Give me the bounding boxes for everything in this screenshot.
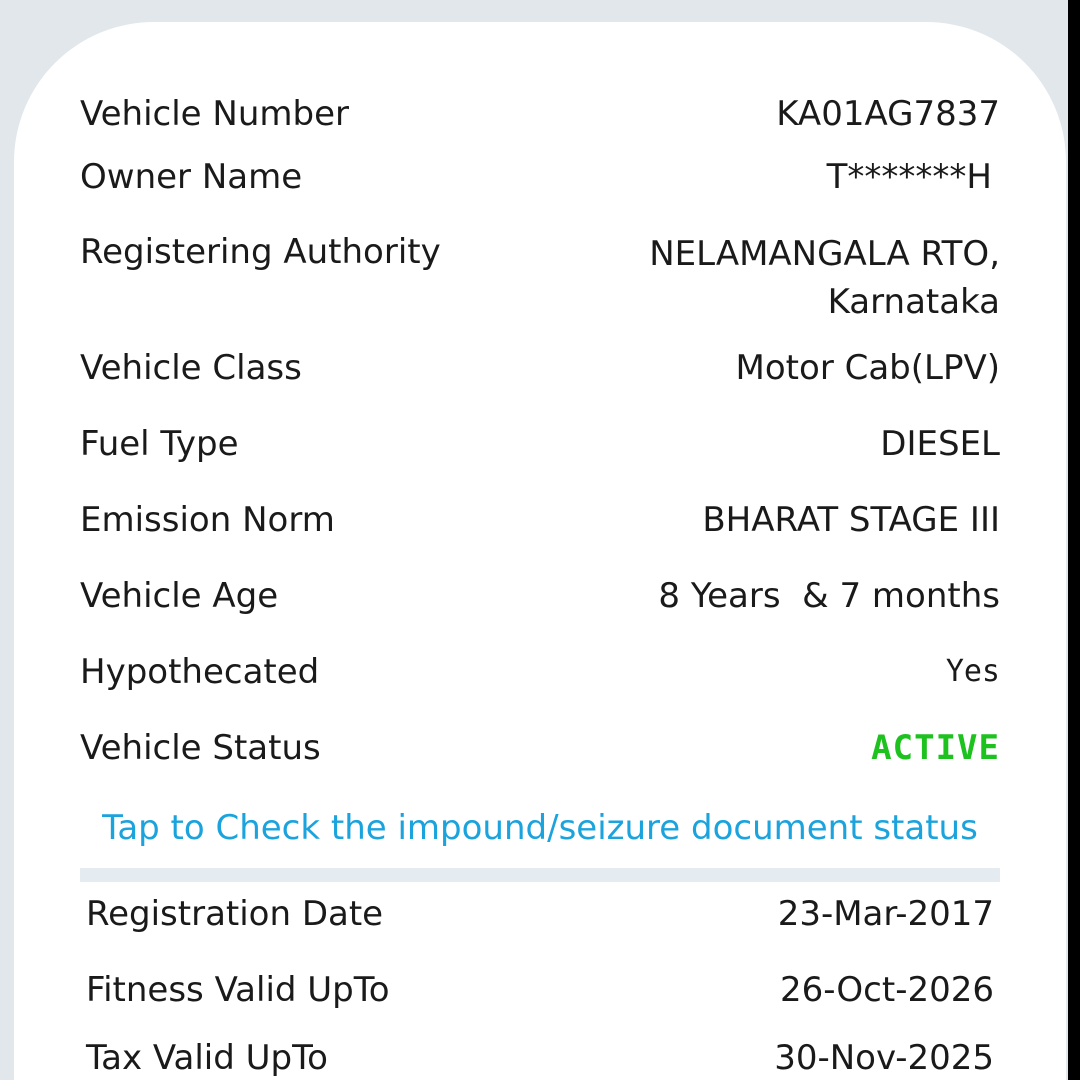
value-registering-authority-line1: NELAMANGALA RTO, — [649, 234, 1000, 274]
label-fitness-valid: Fitness Valid UpTo — [86, 970, 390, 1010]
value-registration-date: 23-Mar-2017 — [777, 894, 994, 934]
label-fuel-type: Fuel Type — [80, 424, 239, 464]
label-vehicle-class: Vehicle Class — [80, 348, 302, 388]
label-vehicle-status: Vehicle Status — [80, 728, 321, 768]
vehicle-details-card — [14, 22, 1066, 1080]
label-tax-valid: Tax Valid UpTo — [86, 1038, 328, 1078]
label-hypothecated: Hypothecated — [80, 652, 320, 692]
value-vehicle-age: 8 Years & 7 months — [658, 576, 1000, 616]
impound-status-link[interactable]: Tap to Check the impound/seizure document status — [102, 808, 978, 848]
label-vehicle-age: Vehicle Age — [80, 576, 279, 616]
label-registration-date: Registration Date — [86, 894, 384, 934]
value-hypothecated: Yes — [945, 654, 1000, 689]
label-registering-authority: Registering Authority — [80, 232, 441, 272]
label-owner-name: Owner Name — [80, 157, 303, 197]
section-divider — [80, 868, 1000, 882]
label-vehicle-number: Vehicle Number — [80, 94, 349, 134]
value-vehicle-number: KA01AG7837 — [776, 94, 1000, 134]
value-owner-name: T*******H — [826, 157, 992, 197]
value-tax-valid: 30-Nov-2025 — [774, 1038, 994, 1078]
value-registering-authority — [649, 230, 1000, 326]
status-badge-active: ACTIVE — [871, 728, 1000, 768]
value-emission-norm: BHARAT STAGE III — [702, 500, 1000, 540]
value-fuel-type: DIESEL — [880, 424, 1000, 464]
value-fitness-valid: 26-Oct-2026 — [779, 970, 994, 1010]
value-vehicle-class: Motor Cab(LPV) — [735, 348, 1000, 388]
label-emission-norm: Emission Norm — [80, 500, 335, 540]
value-registering-authority-line2: Karnataka — [827, 282, 1000, 322]
